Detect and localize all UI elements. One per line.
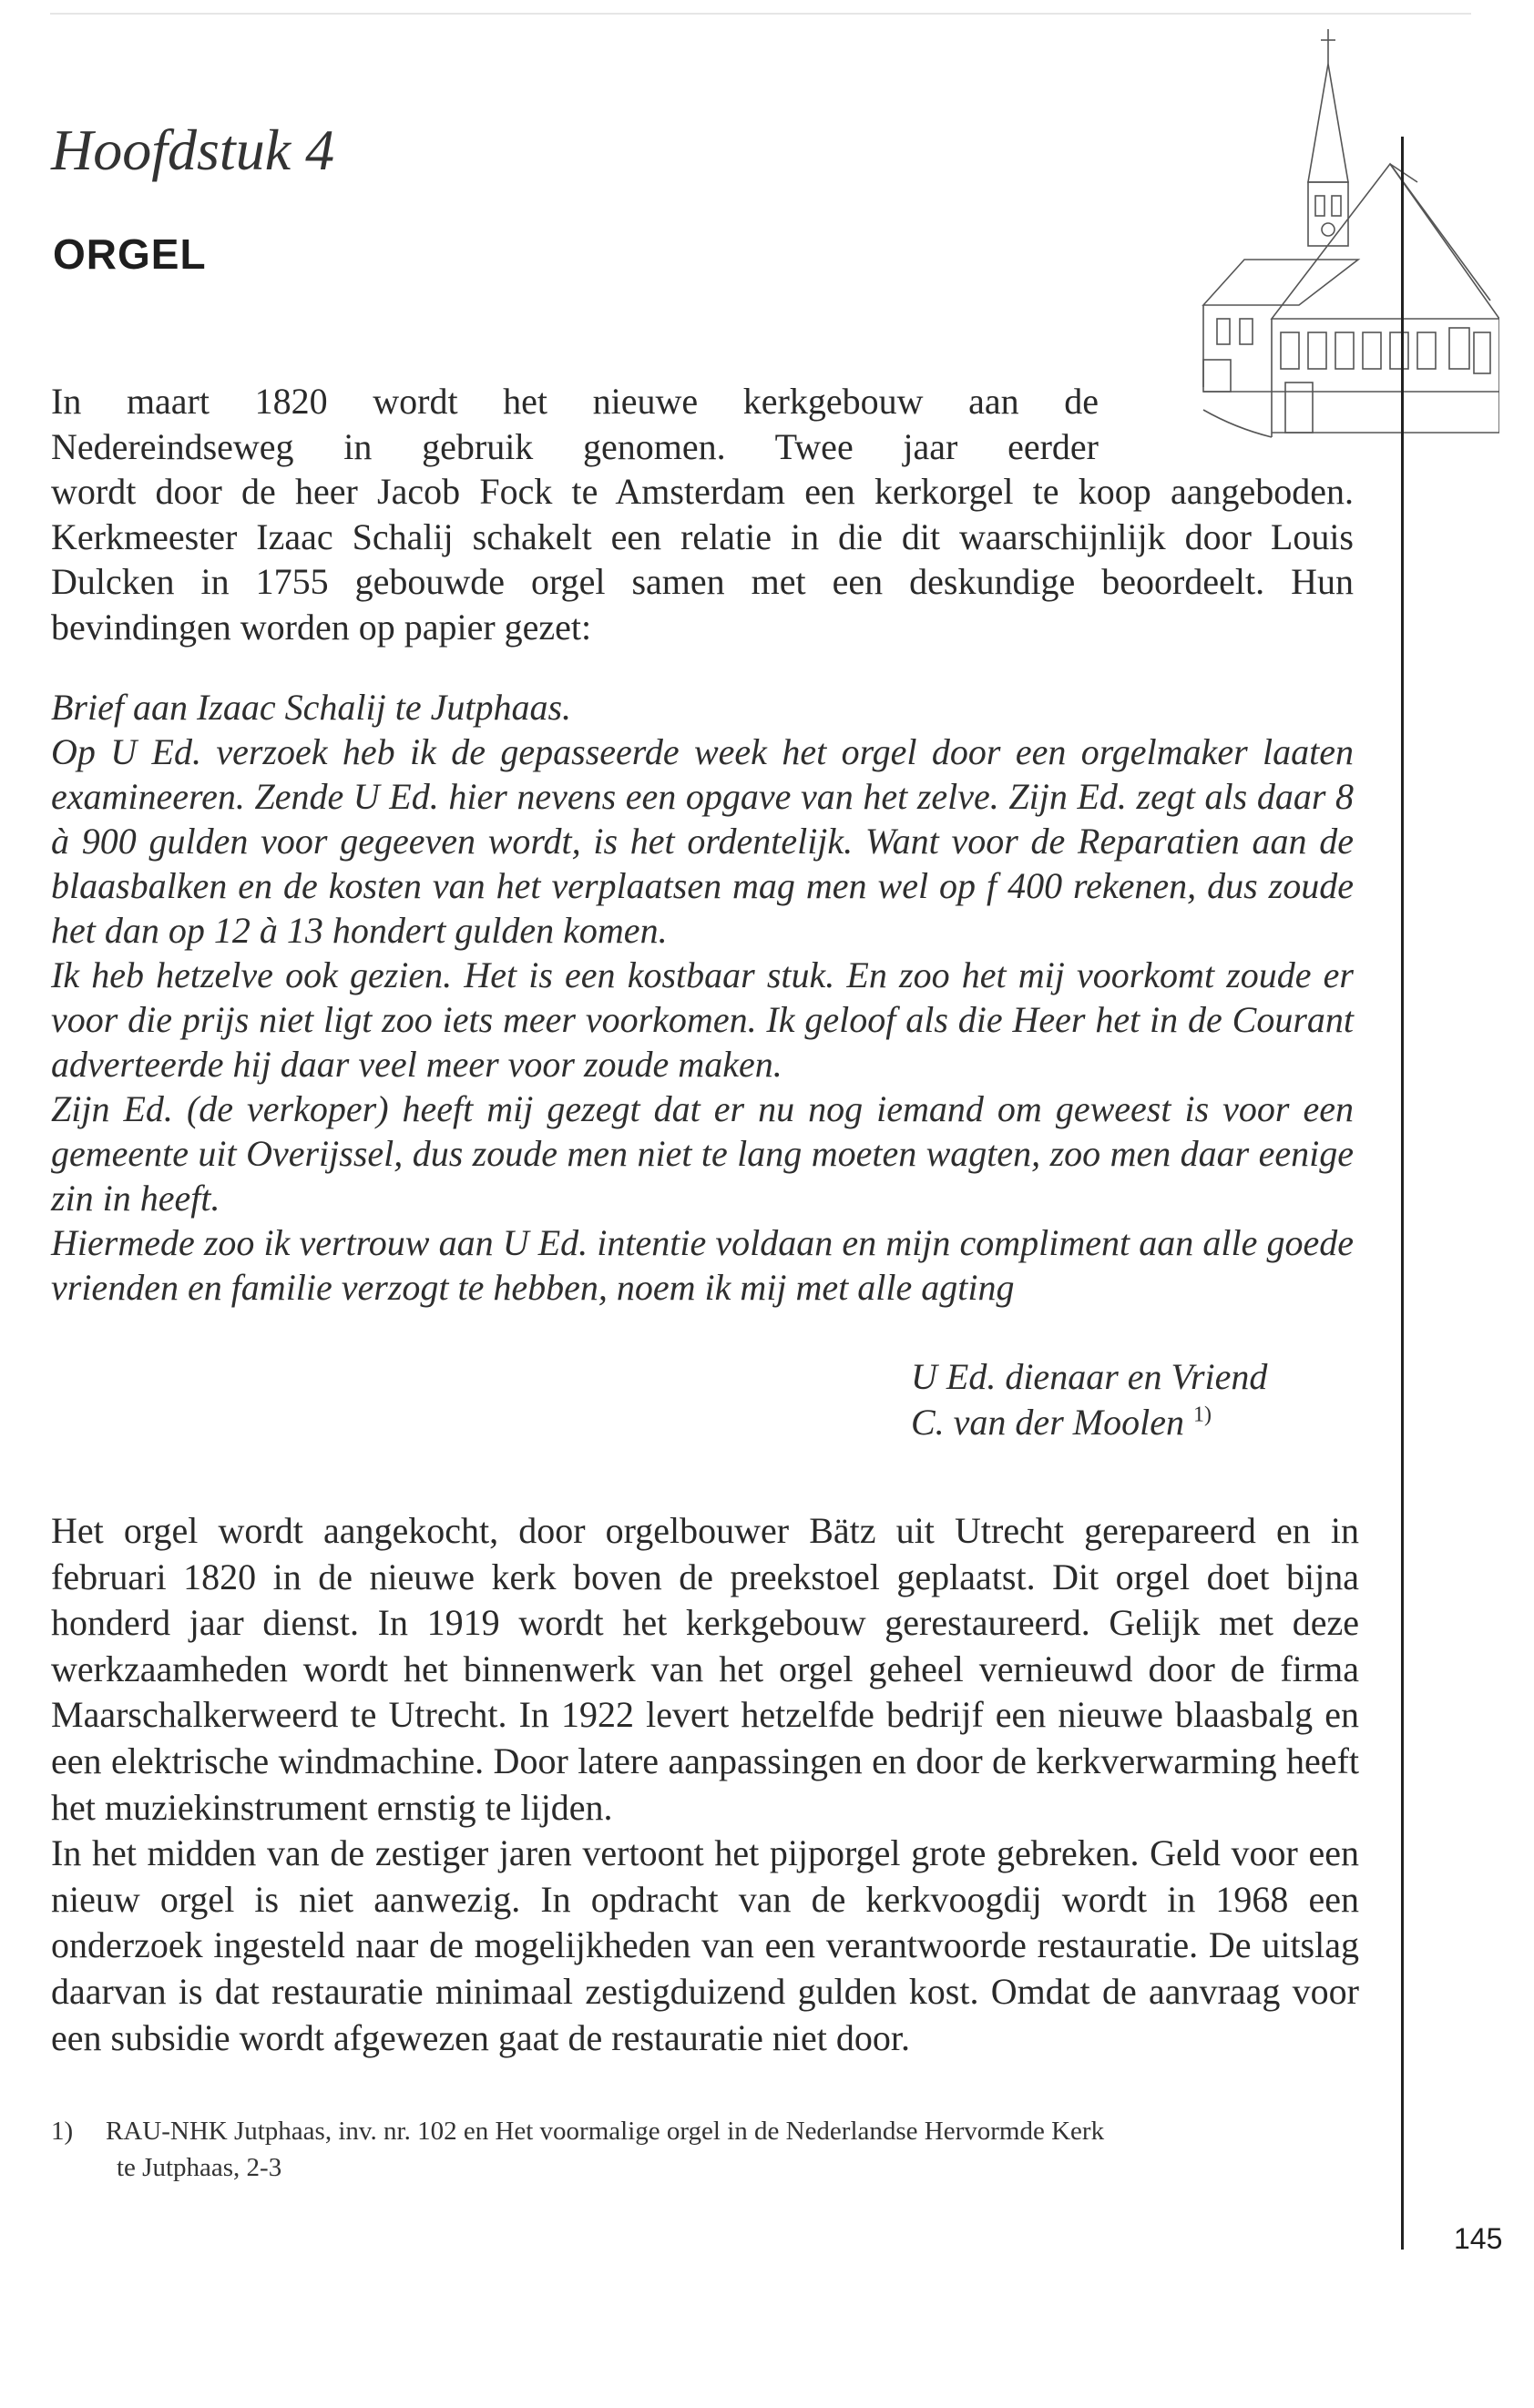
footnote <box>51 2113 1363 2186</box>
letter-signature <box>911 1401 1212 1444</box>
chapter-label: Hoofdstuk 4 <box>51 117 335 182</box>
margin-rule <box>1401 137 1404 2250</box>
footnote-number: 1) <box>51 2117 74 2146</box>
letter-paragraph: Zijn Ed. (de verkoper) heeft mij gezegt dat er nu nog iemand om geweest is voor een gemeente uit Overijssel, dus zoude men niet te lang moeten wagten, zoo men daar eenige zin in heeft. <box>51 1088 1354 1219</box>
letter-paragraph: Op U Ed. verzoek heb ik de gepasseerde week het orgel door een orgelmaker laaten examineeren. Zende U Ed. hier nevens een opgave van het zelve. Zijn Ed. zegt als daar 8 à 900 gulden voor gegeeven wordt, is het ordentelijk. Want voor de Reparatien aan de blaasbalken en de kosten van het verplaatsen mag men wel op f 400 rekenen, dus zoude het dan op 12 à 13 hondert gulden komen. <box>51 731 1354 951</box>
footnote-line-2: te Jutphaas, 2-3 <box>117 2153 282 2182</box>
intro-rest: wordt door de heer Jacob Fock te Amsterdam een kerkorgel te koop aangeboden. Kerkmeester Izaac Schalij schakelt een relatie in die dit waarschijnlijk door Louis Dulcken in 1755 gebouwde orgel samen met een deskundige beoordeelt. Hun bevindingen worden op papier gezet: <box>51 471 1354 648</box>
body-paragraph: In het midden van de zestiger jaren vertoont het pijporgel grote gebreken. Geld voor een nieuw orgel is niet aanwezig. In opdracht van de kerkvoogdij wordt in 1968 een onderzoek ingesteld naar de mogelijkheden van een verantwoorde restauratie. De uitslag daarvan is dat restauratie minimaal zestigduizend gulden kost. Omdat de aanvraag voor een subsidie wordt afgewezen gaat de restauratie niet door. <box>51 1832 1359 2058</box>
top-edge-line <box>50 13 1471 15</box>
intro-line-2: Nedereindseweg in gebruik genomen. Twee jaar eerder <box>51 425 1099 467</box>
footnote-reference: 1) <box>1192 1403 1212 1427</box>
letter-heading: Brief aan Izaac Schalij te Jutphaas. <box>51 687 572 728</box>
intro-line-1: In maart 1820 wordt het nieuwe kerkgebouw aan de <box>51 381 1099 422</box>
body-text <box>51 1508 1359 2061</box>
page-number: 145 <box>1454 2222 1503 2255</box>
letter-paragraph: Ik heb hetzelve ook gezien. Het is een kostbaar stuk. En zoo het mij voorkomt zoude er voor die prijs niet ligt zoo iets meer voorkomen. Ik geloof als die Heer het in de Courant adverteerde hij daar veel meer voor zoude maken. <box>51 954 1354 1085</box>
body-paragraph: Het orgel wordt aangekocht, door orgelbouwer Bätz uit Utrecht gerepareerd en in februari 1820 in de nieuwe kerk boven de preekstoel geplaatst. Dit orgel doet bijna honderd jaar dienst. In 1919 wordt het kerkgebouw gerestaureerd. Gelijk met deze werkzaamheden wordt het binnenwerk van het orgel geheel vernieuwd door de firma Maarschalkerweerd te Utrecht. In 1922 levert hetzelfde bedrijf een nieuwe blaasbalg en een elektrische windmachine. Door latere aanpassingen en door de kerkverwarming heeft het muziekinstrument ernstig te lijden. <box>51 1510 1359 1828</box>
signature-name: C. van der Moolen <box>911 1402 1184 1443</box>
chapter-title: ORGEL <box>53 230 207 278</box>
intro-paragraph <box>51 379 1354 649</box>
quoted-letter <box>51 685 1354 1310</box>
letter-paragraph: Hiermede zoo ik vertrouw aan U Ed. intentie voldaan en mijn compliment aan alle goede vrienden en familie verzogt te hebben, noem ik mij met alle agting <box>51 1222 1354 1308</box>
letter-closing: U Ed. dienaar en Vriend <box>911 1356 1268 1397</box>
footnote-line-1: RAU-NHK Jutphaas, inv. nr. 102 en Het voormalige orgel in de Nederlandse Hervormde Kerk <box>106 2117 1105 2146</box>
